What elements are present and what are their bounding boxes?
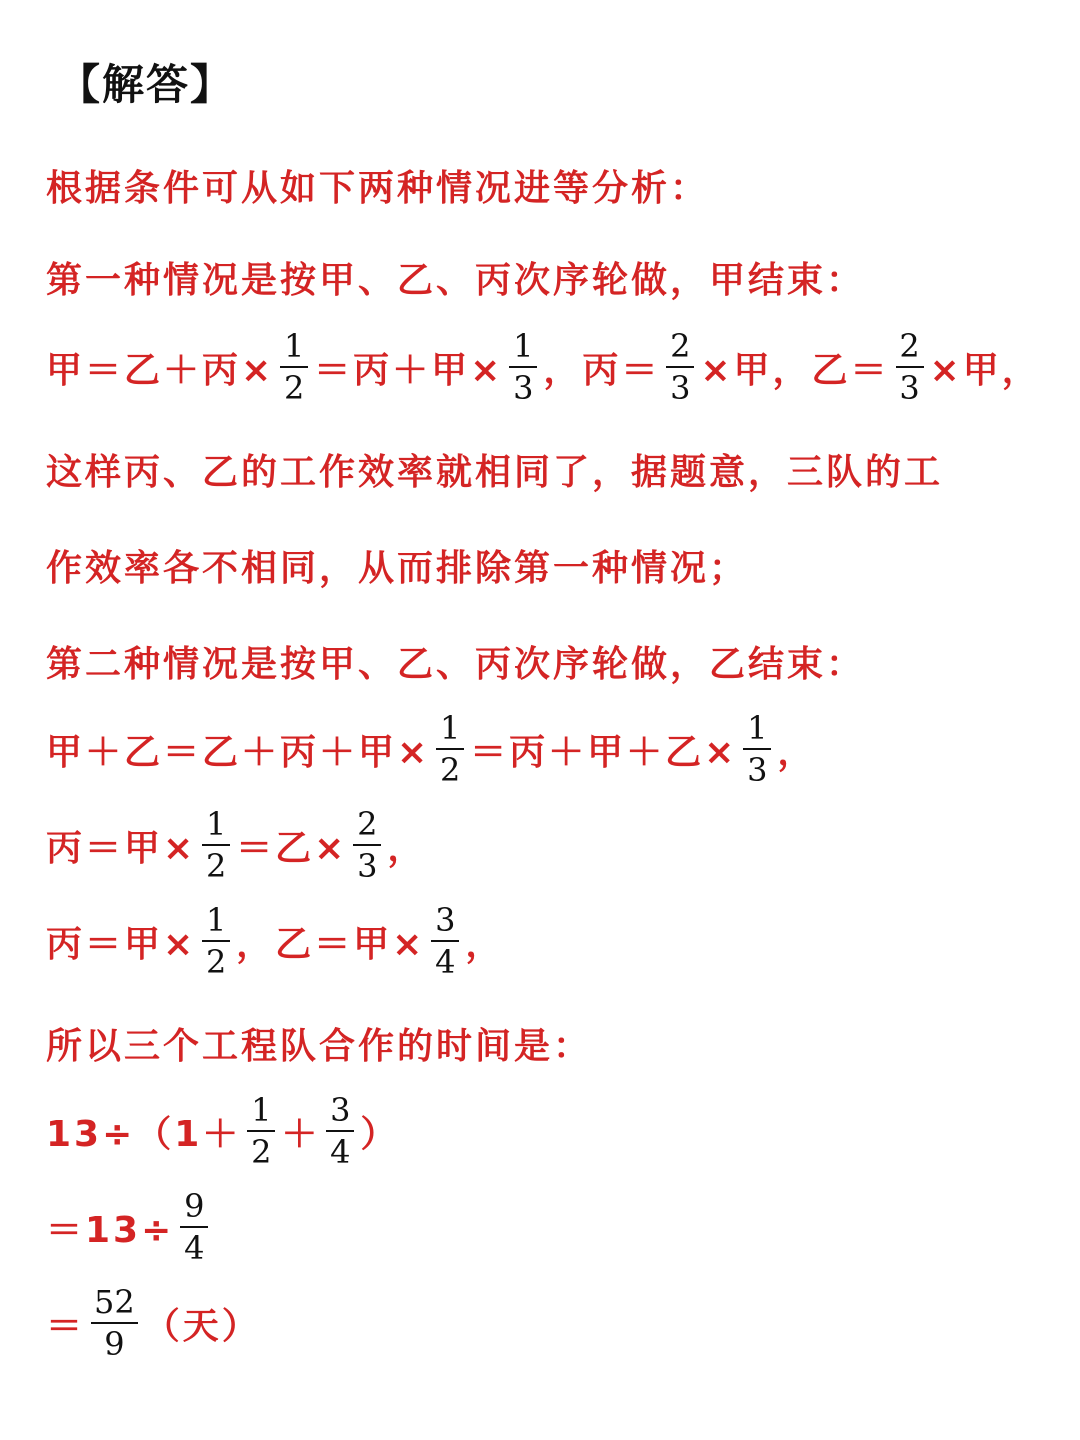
- case1-text-line1: [46, 444, 943, 495]
- fraction: [509, 327, 537, 407]
- answer-heading: 【解答】: [58, 60, 235, 109]
- eq-text: 甲＋乙＝乙＋丙＋甲×: [46, 731, 431, 773]
- case2-equation-2: [46, 805, 427, 885]
- fraction-denominator: 9: [104, 1325, 125, 1363]
- case2-equation-3: [46, 901, 505, 981]
- eq-text: 丙＝甲×: [46, 827, 197, 869]
- eq-text: ，乙＝甲×: [236, 923, 426, 965]
- eq-text: ，: [465, 923, 505, 965]
- fraction-numerator: 1: [202, 808, 230, 846]
- intro-text: 根据条件可从如下两种情况进等分析：: [46, 168, 710, 209]
- fraction-denominator: 4: [435, 943, 456, 981]
- fraction: [280, 327, 308, 407]
- conclusion-title-line: [46, 1018, 592, 1069]
- case2-title: 第二种情况是按甲、乙、丙次序轮做，乙结束：: [46, 644, 866, 685]
- calc-line-1: [46, 1091, 400, 1171]
- fraction: [180, 1187, 208, 1267]
- eq-text: ＝13÷: [46, 1209, 175, 1251]
- fraction-denominator: 3: [357, 847, 378, 885]
- fraction-numerator: 1: [280, 330, 308, 368]
- case2-title-line: [46, 636, 865, 687]
- eq-text: ＋: [281, 1113, 321, 1155]
- fraction-denominator: 3: [747, 751, 768, 789]
- fraction-numerator: 3: [326, 1094, 354, 1132]
- eq-text: 丙＝甲×: [46, 923, 197, 965]
- fraction-denominator: 2: [283, 369, 305, 407]
- eq-text: ，: [777, 731, 817, 773]
- fraction-denominator: 2: [251, 1133, 272, 1171]
- fraction-numerator: 2: [896, 330, 924, 368]
- fraction-denominator: 3: [513, 369, 534, 407]
- case2-equation-1: [46, 709, 817, 789]
- fraction: [431, 901, 459, 981]
- eq-text: 甲＝乙＋丙×: [46, 349, 275, 391]
- fraction-denominator: 4: [184, 1229, 205, 1267]
- eq-text: （天）: [143, 1305, 261, 1347]
- fraction-numerator: 52: [91, 1286, 138, 1324]
- fraction: [353, 805, 381, 885]
- case1-title-line: [46, 252, 865, 303]
- fraction-numerator: 2: [353, 808, 381, 846]
- fraction-numerator: 1: [743, 712, 771, 750]
- eq-text: 13÷（1＋: [46, 1113, 242, 1155]
- eq-text: ＝乙×: [236, 827, 348, 869]
- fraction: [743, 709, 771, 789]
- fraction-numerator: 3: [431, 904, 459, 942]
- conclusion-title: 所以三个工程队合作的时间是：: [46, 1026, 593, 1067]
- case1-text-line2: [46, 540, 748, 591]
- fraction-denominator: 2: [439, 751, 461, 789]
- calc-line-3: [46, 1283, 261, 1363]
- case1-explanation: 作效率各不相同，从而排除第一种情况；: [46, 548, 749, 589]
- fraction-numerator: 9: [180, 1190, 208, 1228]
- fraction: [326, 1091, 354, 1171]
- fraction: [436, 709, 464, 789]
- fraction-numerator: 2: [666, 330, 694, 368]
- fraction-denominator: 2: [205, 943, 227, 981]
- fraction: [202, 901, 230, 981]
- eq-text: ×甲，乙＝: [700, 349, 890, 391]
- fraction: [666, 327, 694, 407]
- case1-title: 第一种情况是按甲、乙、丙次序轮做，甲结束：: [46, 260, 866, 301]
- eq-text: ＝丙＋甲＋乙×: [470, 731, 738, 773]
- fraction-numerator: 1: [247, 1094, 275, 1132]
- intro-line: [46, 160, 709, 211]
- eq-text: ＝: [46, 1305, 86, 1347]
- fraction-numerator: 1: [436, 712, 464, 750]
- eq-text: ，: [387, 827, 427, 869]
- eq-text: ）: [360, 1113, 400, 1155]
- fraction: [91, 1283, 138, 1363]
- fraction-numerator: 1: [202, 904, 230, 942]
- eq-text: ×甲，: [929, 349, 1041, 391]
- fraction: [202, 805, 230, 885]
- fraction-denominator: 3: [670, 369, 691, 407]
- fraction-denominator: 2: [205, 847, 227, 885]
- fraction-denominator: 4: [330, 1133, 351, 1171]
- calc-line-2: [46, 1187, 214, 1267]
- fraction-denominator: 3: [899, 369, 920, 407]
- case1-explanation: 这样丙、乙的工作效率就相同了，据题意，三队的工: [46, 452, 944, 493]
- fraction: [896, 327, 924, 407]
- eq-text: ＝丙＋甲×: [314, 349, 504, 391]
- fraction: [247, 1091, 275, 1171]
- case1-equation: [46, 327, 1041, 407]
- fraction-numerator: 1: [509, 330, 537, 368]
- eq-text: ，丙＝: [543, 349, 661, 391]
